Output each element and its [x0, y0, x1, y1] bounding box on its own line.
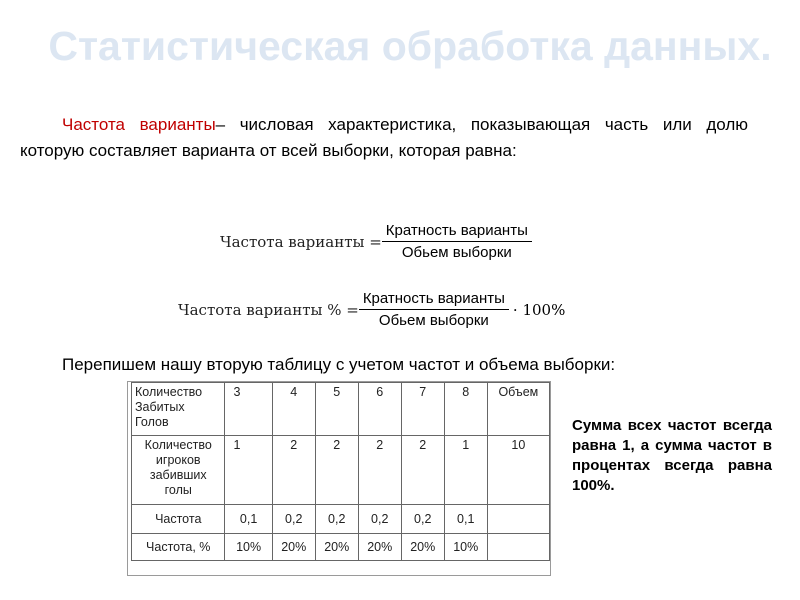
table-cell: 0,1: [225, 505, 272, 534]
table-cell: 0,1: [444, 505, 487, 534]
table-cell-total: [487, 534, 549, 561]
table-cell: 5: [315, 383, 358, 436]
table-cell-total-header: Объем: [487, 383, 549, 436]
table-cell: 20%: [315, 534, 358, 561]
table-cell: 3: [225, 383, 272, 436]
table-cell: 2: [358, 436, 401, 505]
table-cell: 8: [444, 383, 487, 436]
table-cell: 10%: [444, 534, 487, 561]
table-cell: 6: [358, 383, 401, 436]
table-cell: 1: [444, 436, 487, 505]
formula-frequency-denominator: Обьем выборки: [401, 244, 512, 261]
table-row-goals: [132, 383, 550, 436]
table-cell: 2: [315, 436, 358, 505]
table-cell: 2: [272, 436, 315, 505]
formula-frequency-percent: [178, 290, 565, 329]
table-cell: 0,2: [315, 505, 358, 534]
frequency-table-frame: [127, 381, 551, 576]
formula-frequency-lhs: Частота варианты =: [220, 232, 382, 251]
table-cell-total: [487, 505, 549, 534]
definition-paragraph: [20, 112, 748, 164]
formula-percent-fraction: [359, 290, 509, 329]
table-cell: 0,2: [272, 505, 315, 534]
formula-percent-denominator: Обьем выборки: [378, 312, 489, 329]
table-row-frequency: [132, 505, 550, 534]
summary-note: Сумма всех частот всегда равна 1, а сумма частот в процентах всегда равна 100%.: [572, 417, 772, 494]
table-cell: 20%: [272, 534, 315, 561]
table-cell: 10%: [225, 534, 272, 561]
definition-term: Частота варианты: [62, 115, 216, 134]
slide-title: Статистическая обработка данных.: [48, 23, 772, 69]
formula-percent-lhs: Частота варианты % =: [178, 300, 359, 319]
table-cell-total: 10: [487, 436, 549, 505]
row-header-frequency-percent: Частота, %: [132, 534, 225, 561]
table-cell: 7: [401, 383, 444, 436]
frequency-table: [131, 382, 550, 561]
row-header-players: Количество игроков забивших голы: [132, 436, 225, 505]
table-cell: 2: [401, 436, 444, 505]
table-intro-paragraph: Перепишем нашу вторую таблицу с учетом частот и объема выборки:: [62, 355, 616, 374]
formula-frequency-fraction: [382, 222, 532, 261]
table-cell: 1: [225, 436, 272, 505]
table-cell: 0,2: [401, 505, 444, 534]
table-cell: 20%: [358, 534, 401, 561]
row-header-goals: Количество Забитых Голов: [132, 383, 225, 436]
table-row-players: [132, 436, 550, 505]
formula-frequency: [220, 222, 532, 261]
table-cell: 0,2: [358, 505, 401, 534]
formula-percent-numerator: Кратность варианты: [359, 290, 509, 310]
table-cell: 20%: [401, 534, 444, 561]
row-header-frequency: Частота: [132, 505, 225, 534]
formula-percent-multiplier: · 100%: [512, 300, 566, 319]
table-cell: 4: [272, 383, 315, 436]
definition-text: – числовая характеристика, показывающая часть или долю которую составляет варианта от всей выборки, которая равна:: [20, 115, 748, 160]
table-row-frequency-percent: [132, 534, 550, 561]
formula-frequency-numerator: Кратность варианты: [382, 222, 532, 242]
